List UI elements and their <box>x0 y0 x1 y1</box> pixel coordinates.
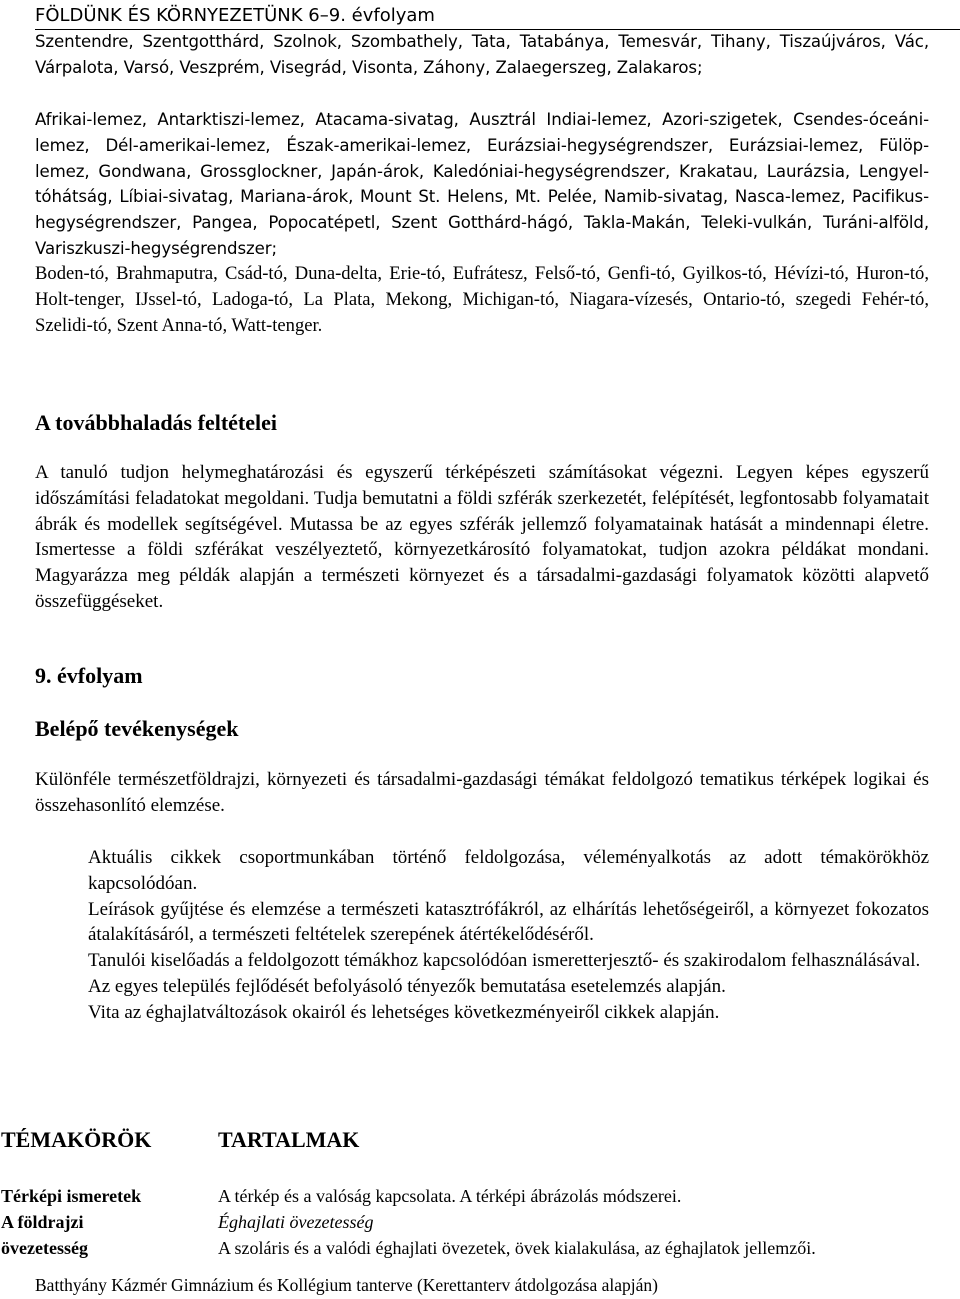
progress-conditions-text: A tanuló tudjon helymeghatározási és egyszerű térképészeti számításokat végezni. Legyen képes egyszerű időszámítási feladatokat megoldani. Tudja bemutatni a földi szférák szerkezetét, felépítését, legfontosabb folyamatait ábrák és modellek segítségével. Mutassa be az egyes szférák jellemző folyamatainak hatását a mindennapi életre. Ismertesse a földi szférákat veszélyeztető, környezetkárosító folyamatokat, tudjon azokra példákat mondani. Magyarázza meg példák alapján a természeti környezet és a társadalmi-gazdasági folyamatok közötti alapvető összefüggéseket. <box>35 462 929 612</box>
topic-content <box>218 1210 373 1236</box>
entry-activities-heading: Belépő tevékenységek <box>35 716 239 741</box>
header-title: FÖLDÜNK ÉS KÖRNYEZETÜNK 6–9. évfolyam <box>35 5 435 26</box>
activity-list <box>88 845 929 1026</box>
concept-list-places: Szentendre, Szentgotthárd, Szolnok, Szombathely, Tata, Tatabánya, Temesvár, Tihany, Tiszaújváros, Vác, Várpalota, Varsó, Veszprém, Visegrád, Visonta, Záhony, Zalaegerszeg, Zalakaros; <box>35 32 929 77</box>
topic-content: A szoláris és a valódi éghajlati övezetek, övek kialakulása, az éghajlatok jellemzői. <box>218 1238 816 1258</box>
topic-name: Térképi ismeretek <box>1 1186 142 1206</box>
concept-list-waters: Boden-tó, Brahmaputra, Csád-tó, Duna-delta, Erie-tó, Eufrátesz, Felső-tó, Genfi-tó, Gyilkos-tó, Hévízi-tó, Huron-tó, Holt-tenger, IJssel-tó, Ladoga-tó, La Plata, Mekong, Michigan-tó, Niagara-vízesés, Ontario-tó, szegedi Fehér-tó, Szelidi-tó, Szent Anna-tó, Watt-tenger. <box>35 263 929 336</box>
page-footer: Batthyány Kázmér Gimnázium és Kollégium tanterve (Kerettanterv átdolgozása alapján) <box>35 1275 658 1295</box>
progress-conditions-heading: A továbbhaladás feltételei <box>35 410 277 435</box>
topic-name: A földrajzi <box>1 1212 84 1232</box>
contents-column-header: TARTALMAK <box>218 1127 360 1152</box>
activity-item: Aktuális cikkek csoportmunkában történő feldolgozása, véleményalkotás az adott témakörökhöz kapcsolódóan. <box>88 847 929 894</box>
activity-item: Az egyes település fejlődését befolyásoló tényezők bemutatása esetelemzés alapján. <box>88 975 726 997</box>
topics-column-header: TÉMAKÖRÖK <box>1 1127 152 1152</box>
activity-item: Leírások gyűjtése és elemzése a természeti katasztrófákról, az elhárítás lehetőségeiről, a környezet fokozatos átalakításáról, a természeti feltételek szerepének átértékelődéséről. <box>88 898 929 946</box>
activity-item: Tanulói kiselőadás a feldolgozott témákhoz kapcsolódóan ismeretterjesztő- és szakirodalom felhasználásával. <box>88 950 921 972</box>
page-header <box>35 4 960 30</box>
grade-heading: 9. évfolyam <box>35 663 143 688</box>
topic-content: A térkép és a valóság kapcsolata. A térképi ábrázolás módszerei. <box>218 1186 682 1206</box>
concept-list-geology: Afrikai-lemez, Antarktiszi-lemez, Atacama-sivatag, Ausztrál Indiai-lemez, Azori-szigetek, Csendes-óceáni-lemez, Dél-amerikai-lemez, Észak-amerikai-lemez, Eurázsiai-hegységrendszer, Eurázsiai-lemez, Fülöp-lemez, Gondwana, Grossglockner, Japán-árok, Kaledóniai-hegységrendszer, Krakatau, Laurázsia, Lengyel-tóhátság, Líbiai-sivatag, Mariana-árok, Mount St. Helens, Mt. Pelée, Namib-sivatag, Nasca-lemez, Pacifikus-hegységrendszer, Pangea, Popocatépetl, Szent Gotthárd-hágó, Takla-Makán, Teleki-vulkán, Turáni-alföld, Variszkuszi-hegységrendszer; <box>35 110 929 258</box>
topic-name: övezetesség <box>1 1238 88 1258</box>
activity-item: Vita az éghajlatváltozások okairól és lehetséges következményeiről cikkek alapján. <box>88 1001 720 1023</box>
topic-subheading: Éghajlati övezetesség <box>218 1212 374 1232</box>
entry-activities-intro: Különféle természetföldrajzi, környezeti és társadalmi-gazdasági témákat feldolgozó tematikus térképek logikai és összehasonlító elemzése. <box>35 769 929 816</box>
